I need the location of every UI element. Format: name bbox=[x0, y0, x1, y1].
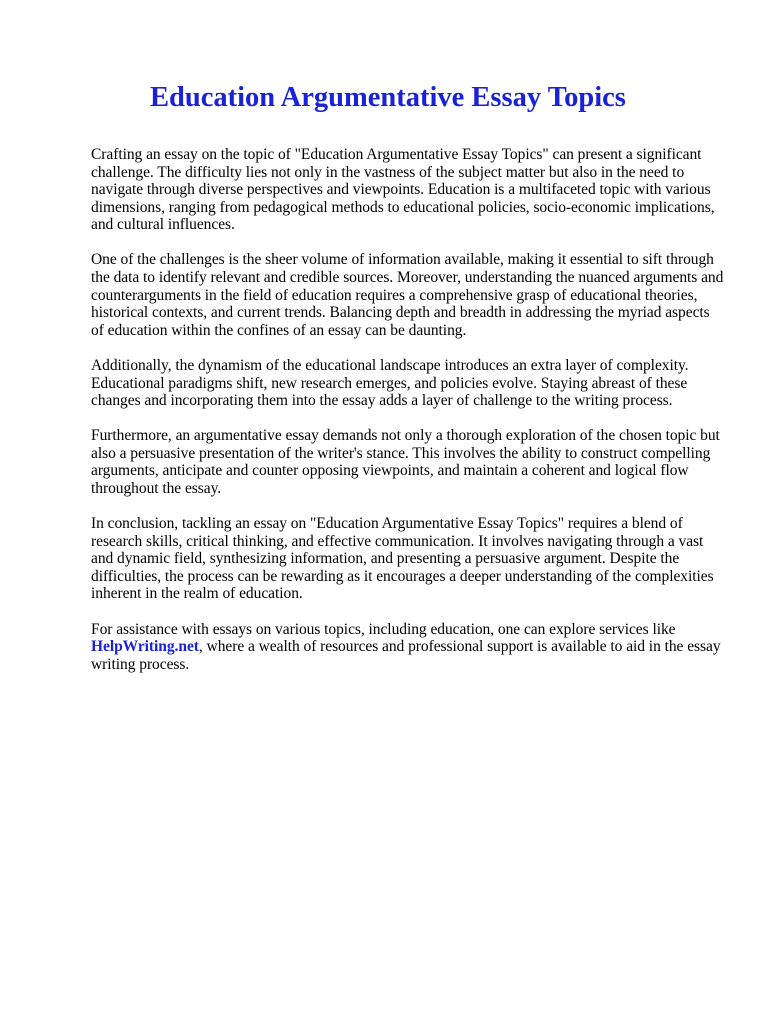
page-title: Education Argumentative Essay Topics bbox=[150, 82, 626, 113]
paragraph-conclusion: In conclusion, tackling an essay on "Education Argumentative Essay Topics" requires a blend of research skills, critical thinking, and effective communication. It involves navigating through a vast and dynamic field, synthesizing information, and presenting a persuasive argument. Despite the difficulties, the process can be rewarding as it encourages a deeper understanding of the complexities inherent in the realm of education. bbox=[91, 515, 714, 603]
paragraph-intro: Crafting an essay on the topic of "Education Argumentative Essay Topics" can present a significant challenge. The difficulty lies not only in the vastness of the subject matter but also in the need to navigate through diverse perspectives and viewpoints. Education is a multifaceted topic with various dimensions, ranging from pedagogical methods to educational policies, socio-economic implications, and cultural influences. bbox=[91, 146, 715, 234]
helpwriting-link[interactable]: HelpWriting.net bbox=[91, 638, 199, 656]
closing-text-after-link: , where a wealth of resources and professional support is available to aid in the essay writing process. bbox=[91, 638, 721, 673]
paragraph-dynamism: Additionally, the dynamism of the educational landscape introduces an extra layer of complexity. Educational paradigms shift, new research emerges, and policies evolve. Staying abreast of these changes and incorporating them into the essay adds a layer of challenge to the writing process. bbox=[91, 356, 689, 410]
paragraph-argumentative: Furthermore, an argumentative essay demands not only a thorough exploration of the chosen topic but also a persuasive presentation of the writer's stance. This involves the ability to construct compelling arguments, anticipate and counter opposing viewpoints, and maintain a coherent and logical flow throughout the essay. bbox=[91, 427, 720, 497]
closing-text-before-link: For assistance with essays on various topics, including education, one can explore services like bbox=[91, 620, 676, 638]
paragraph-challenges: One of the challenges is the sheer volume of information available, making it essential to sift through the data to identify relevant and credible sources. Moreover, understanding the nuanced arguments and counterarguments in the field of education requires a comprehensive grasp of educational theories, historical contexts, and current trends. Balancing depth and breadth in addressing the myriad aspects of education within the confines of an essay can be daunting. bbox=[91, 251, 724, 339]
paragraph-closing bbox=[91, 621, 724, 674]
